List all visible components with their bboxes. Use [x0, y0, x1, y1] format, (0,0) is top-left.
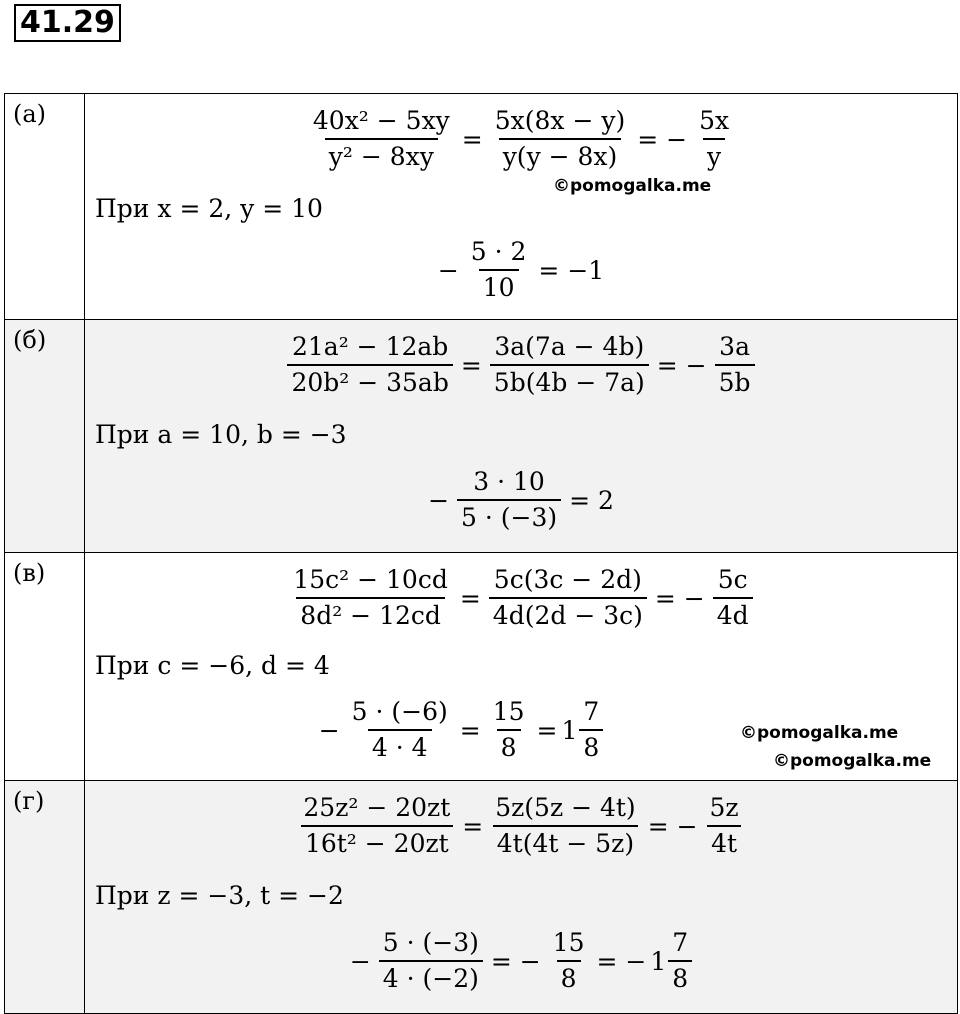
numerator: 3a(7a − 4b): [494, 332, 645, 361]
evaluation-line: [85, 228, 957, 312]
denominator: 16t² − 20zt: [301, 825, 453, 859]
numerator: 5z(5z − 4t): [495, 793, 636, 822]
evaluation-line: [85, 917, 957, 1005]
denominator: y: [703, 138, 725, 172]
watermark: ©pomogalka.me: [553, 176, 712, 196]
simplification-line: [85, 781, 957, 871]
fraction: [489, 697, 529, 763]
minus-sign: −: [437, 255, 459, 285]
row-label: (в): [5, 553, 85, 781]
denominator: 4d(2d − 3c): [489, 597, 647, 631]
solution-table: [4, 93, 958, 1014]
numerator: 3a: [719, 332, 750, 361]
fraction: [579, 697, 603, 763]
numerator: 5x(8x − y): [494, 106, 626, 135]
equals-sign: =: [460, 350, 482, 380]
denominator: 8: [557, 960, 581, 994]
fraction: [668, 928, 692, 994]
solution-row-b: [5, 320, 958, 553]
watermark: ©pomogalka.me: [740, 723, 899, 743]
equals-minus: = −: [647, 811, 698, 841]
fraction: [491, 106, 629, 172]
equals-sign: =: [459, 583, 481, 613]
fraction: [289, 565, 452, 631]
mixed-whole: 1: [650, 946, 667, 976]
numerator: 5z: [709, 793, 739, 822]
fraction: [715, 332, 755, 398]
fraction: [348, 697, 452, 763]
denominator: y² − 8xy: [325, 138, 438, 172]
equals-minus: = −: [637, 124, 688, 154]
simplification-line: [85, 553, 957, 643]
mixed-number: [561, 697, 607, 763]
equals-sign: =: [536, 715, 558, 745]
fraction: [457, 467, 561, 533]
denominator: 8: [668, 960, 692, 994]
numerator: 15c² − 10cd: [293, 565, 448, 594]
denominator: 5 · (−3): [457, 499, 561, 533]
numerator: 21a² − 12ab: [291, 332, 449, 361]
fraction: [706, 793, 743, 859]
equals-sign: =: [459, 715, 481, 745]
problem-number: 41.29: [14, 4, 121, 42]
simplification-line: [85, 320, 957, 410]
numerator: 7: [583, 697, 600, 726]
numerator: 40x² − 5xy: [312, 106, 450, 135]
denominator: 5b: [715, 364, 755, 398]
solution-row-c: [5, 553, 958, 781]
row-content: [85, 94, 958, 320]
equals-minus: = −: [596, 946, 647, 976]
minus-sign: −: [318, 715, 340, 745]
solution-row-a: [5, 94, 958, 320]
denominator: 8: [579, 729, 603, 763]
given-values: При x = 2, y = 10: [95, 193, 323, 223]
denominator: 8: [497, 729, 521, 763]
row-content: [85, 320, 958, 553]
fraction: [299, 793, 454, 859]
mixed-whole: 1: [561, 715, 578, 745]
denominator: 4d: [713, 597, 753, 631]
solution-row-d: [5, 781, 958, 1014]
fraction: [549, 928, 589, 994]
fraction: [467, 237, 531, 303]
fraction: [491, 793, 639, 859]
numerator: 15: [552, 928, 585, 957]
numerator: 3 · 10: [473, 467, 545, 496]
fraction: [287, 332, 452, 398]
result: = −1: [538, 255, 605, 285]
row-content: [85, 553, 958, 781]
equals-sign: =: [462, 811, 484, 841]
fraction: [695, 106, 733, 172]
denominator: 5b(4b − 7a): [490, 364, 649, 398]
evaluation-line: [85, 456, 957, 544]
mixed-number: [650, 928, 696, 994]
equals-minus: = −: [654, 583, 705, 613]
numerator: 25z² − 20zt: [303, 793, 451, 822]
denominator: 4t: [707, 825, 741, 859]
equals-minus: = −: [656, 350, 707, 380]
equals-sign: =: [461, 124, 483, 154]
denominator: 8d² − 12cd: [296, 597, 445, 631]
equals-minus: = −: [490, 946, 541, 976]
numerator: 5c: [717, 565, 748, 594]
denominator: 10: [479, 269, 519, 303]
numerator: 5 · 2: [470, 237, 527, 266]
numerator: 7: [672, 928, 689, 957]
numerator: 15: [492, 697, 525, 726]
result: = 2: [569, 485, 614, 515]
denominator: y(y − 8x): [499, 138, 622, 172]
simplification-line: [85, 94, 957, 184]
fraction: [379, 928, 483, 994]
numerator: 5x: [699, 106, 730, 135]
given-values: При c = −6, d = 4: [95, 650, 330, 680]
given-values: При a = 10, b = −3: [95, 419, 347, 449]
fraction: [490, 332, 649, 398]
denominator: 4t(4t − 5z): [493, 825, 638, 859]
fraction: [489, 565, 647, 631]
numerator: 5 · (−3): [382, 928, 479, 957]
denominator: 4 · 4: [368, 729, 432, 763]
numerator: 5c(3c − 2d): [493, 565, 642, 594]
row-label: (г): [5, 781, 85, 1014]
row-label: (а): [5, 94, 85, 320]
fraction: [713, 565, 753, 631]
minus-sign: −: [349, 946, 371, 976]
fraction: [309, 106, 454, 172]
row-content: [85, 781, 958, 1014]
denominator: 20b² − 35ab: [287, 364, 452, 398]
denominator: 4 · (−2): [379, 960, 483, 994]
watermark: ©pomogalka.me: [773, 751, 932, 771]
numerator: 5 · (−6): [351, 697, 448, 726]
row-label: (б): [5, 320, 85, 553]
given-values: При z = −3, t = −2: [95, 880, 344, 910]
minus-sign: −: [428, 485, 450, 515]
